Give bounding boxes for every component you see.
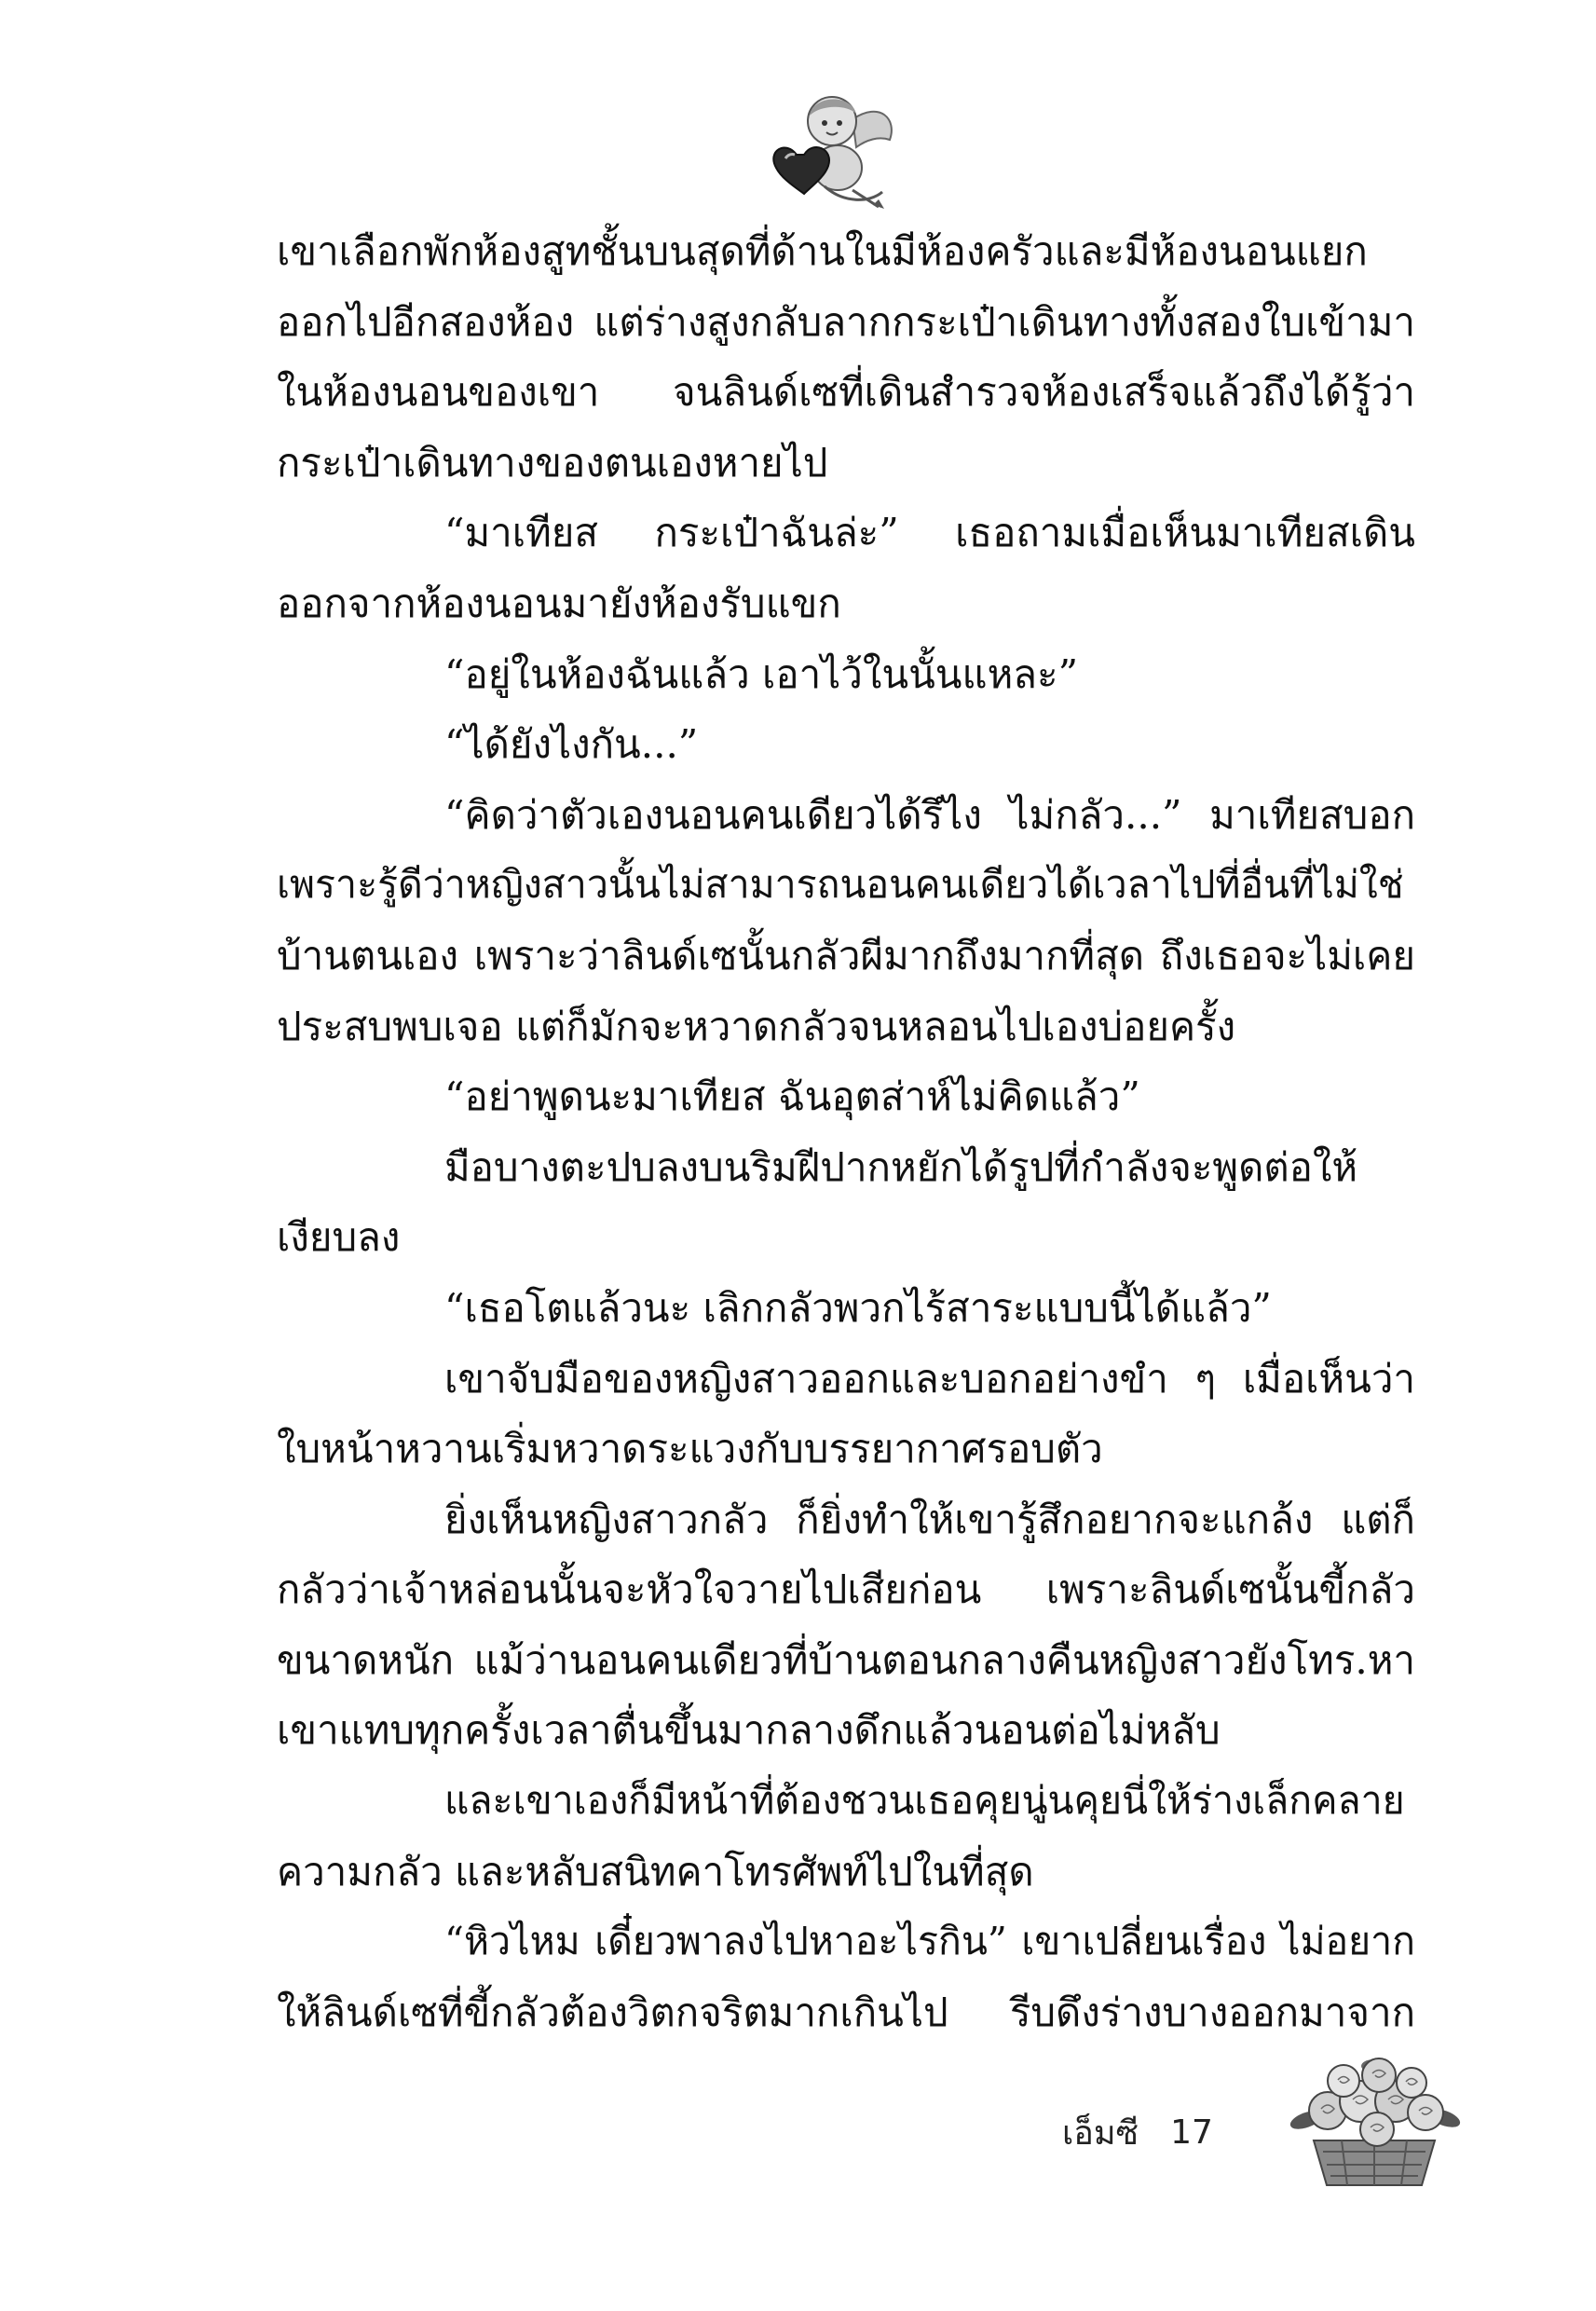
text-line: ขนาดหนัก แม้ว่านอนคนเดียวที่บ้านตอนกลางคืนหญิงสาวยังโทร.หา	[277, 1636, 1415, 1683]
text-line: เขาจับมือของหญิงสาวออกและบอกอย่างขำ ๆ เมื่อเห็นว่า	[444, 1355, 1415, 1402]
paragraph	[277, 216, 1415, 498]
text-line: “ได้ยังไงกัน...”	[444, 721, 699, 768]
cupid-with-heart-icon	[759, 82, 899, 212]
paragraph	[277, 1061, 1415, 1132]
text-line: ความกลัว และหลับสนิทคาโทรศัพท์ไปในที่สุด	[277, 1848, 1034, 1894]
text-line: เงียบลง	[277, 1214, 401, 1261]
text-line: ออกไปอีกสองห้อง แต่ร่างสูงกลับลากกระเป๋าเดินทางทั้งสองใบเข้ามา	[277, 298, 1415, 345]
page-number: 17	[1170, 2113, 1213, 2152]
text-line: บ้านตนเอง เพราะว่าลินด์เซนั้นกลัวผีมากถึงมากที่สุด ถึงเธอจะไม่เคย	[277, 932, 1415, 978]
paragraph	[277, 1766, 1415, 1907]
text-line: เขาเลือกพักห้องสูทชั้นบนสุดที่ด้านในมีห้องครัวและมีห้องนอนแยก	[277, 228, 1368, 274]
paragraph	[277, 1273, 1415, 1344]
text-line: กลัวว่าเจ้าหล่อนนั้นจะหัวใจวายไปเสียก่อน เพราะลินด์เซนั้นขี้กลัว	[277, 1566, 1415, 1613]
page-footer	[1062, 2095, 1213, 2169]
paragraph	[277, 1132, 1415, 1273]
paragraph	[277, 1484, 1415, 1766]
paragraph	[277, 1344, 1415, 1484]
text-line: และเขาเองก็มีหน้าที่ต้องชวนเธอคุยนู่นคุยนี่ให้ร่างเล็กคลาย	[444, 1778, 1405, 1824]
text-line: ในห้องนอนของเขา จนลินด์เซที่เดินสำรวจห้องเสร็จแล้วถึงได้รู้ว่า	[277, 369, 1415, 416]
text-line: “หิวไหม เดี๋ยวพาลงไปหาอะไรกิน” เขาเปลี่ยนเรื่อง ไม่อยาก	[444, 1919, 1415, 1964]
rose-bouquet-icon	[1286, 2055, 1463, 2195]
paragraph	[277, 709, 1415, 780]
paragraph	[277, 498, 1415, 638]
text-line: ใบหน้าหวานเริ่มหวาดระแวงกับบรรยากาศรอบตัว	[277, 1426, 1103, 1472]
text-line: “เธอโตแล้วนะ เลิกกลัวพวกไร้สาระแบบนี้ได้แล้ว”	[444, 1284, 1272, 1331]
text-line: ประสบพบเจอ แต่ก็มักจะหวาดกลัวจนหลอนไปเองบ่อยครั้ง	[277, 1003, 1236, 1049]
text-line: ยิ่งเห็นหญิงสาวกลัว ก็ยิ่งทำให้เขารู้สึกอยากจะแกล้ง แต่ก็	[444, 1496, 1415, 1542]
text-line: มือบางตะปบลงบนริมฝีปากหยักได้รูปที่กำลังจะพูดต่อให้	[444, 1143, 1358, 1190]
running-footer-author: เอ็มซี	[1062, 2113, 1139, 2153]
text-line: ให้ลินด์เซที่ขี้กลัวต้องวิตกจริตมากเกินไป รีบดึงร่างบางออกมาจาก	[277, 1989, 1415, 2035]
text-line: “มาเทียส กระเป๋าฉันล่ะ” เธอถามเมื่อเห็นมาเทียสเดิน	[444, 510, 1415, 556]
paragraph	[277, 639, 1415, 710]
text-line: “อยู่ในห้องฉันแล้ว เอาไว้ในนั้นแหละ”	[444, 650, 1079, 697]
paragraph	[277, 780, 1415, 1061]
text-line: เขาแทบทุกครั้งเวลาตื่นขึ้นมากลางดึกแล้วนอนต่อไม่หลับ	[277, 1707, 1221, 1754]
text-line: “คิดว่าตัวเองนอนคนเดียวได้รึไง ไม่กลัว...” มาเทียสบอก	[444, 791, 1415, 838]
paragraph	[277, 1907, 1415, 2047]
text-line: เพราะรู้ดีว่าหญิงสาวนั้นไม่สามารถนอนคนเดียวได้เวลาไปที่อื่นที่ไม่ใช่	[277, 862, 1404, 908]
body-text	[277, 216, 1415, 2047]
text-line: ออกจากห้องนอนมายังห้องรับแขก	[277, 580, 841, 626]
text-line: “อย่าพูดนะมาเทียส ฉันอุตส่าห์ไม่คิดแล้ว”	[444, 1073, 1140, 1120]
text-line: กระเป๋าเดินทางของตนเองหายไป	[277, 439, 828, 485]
